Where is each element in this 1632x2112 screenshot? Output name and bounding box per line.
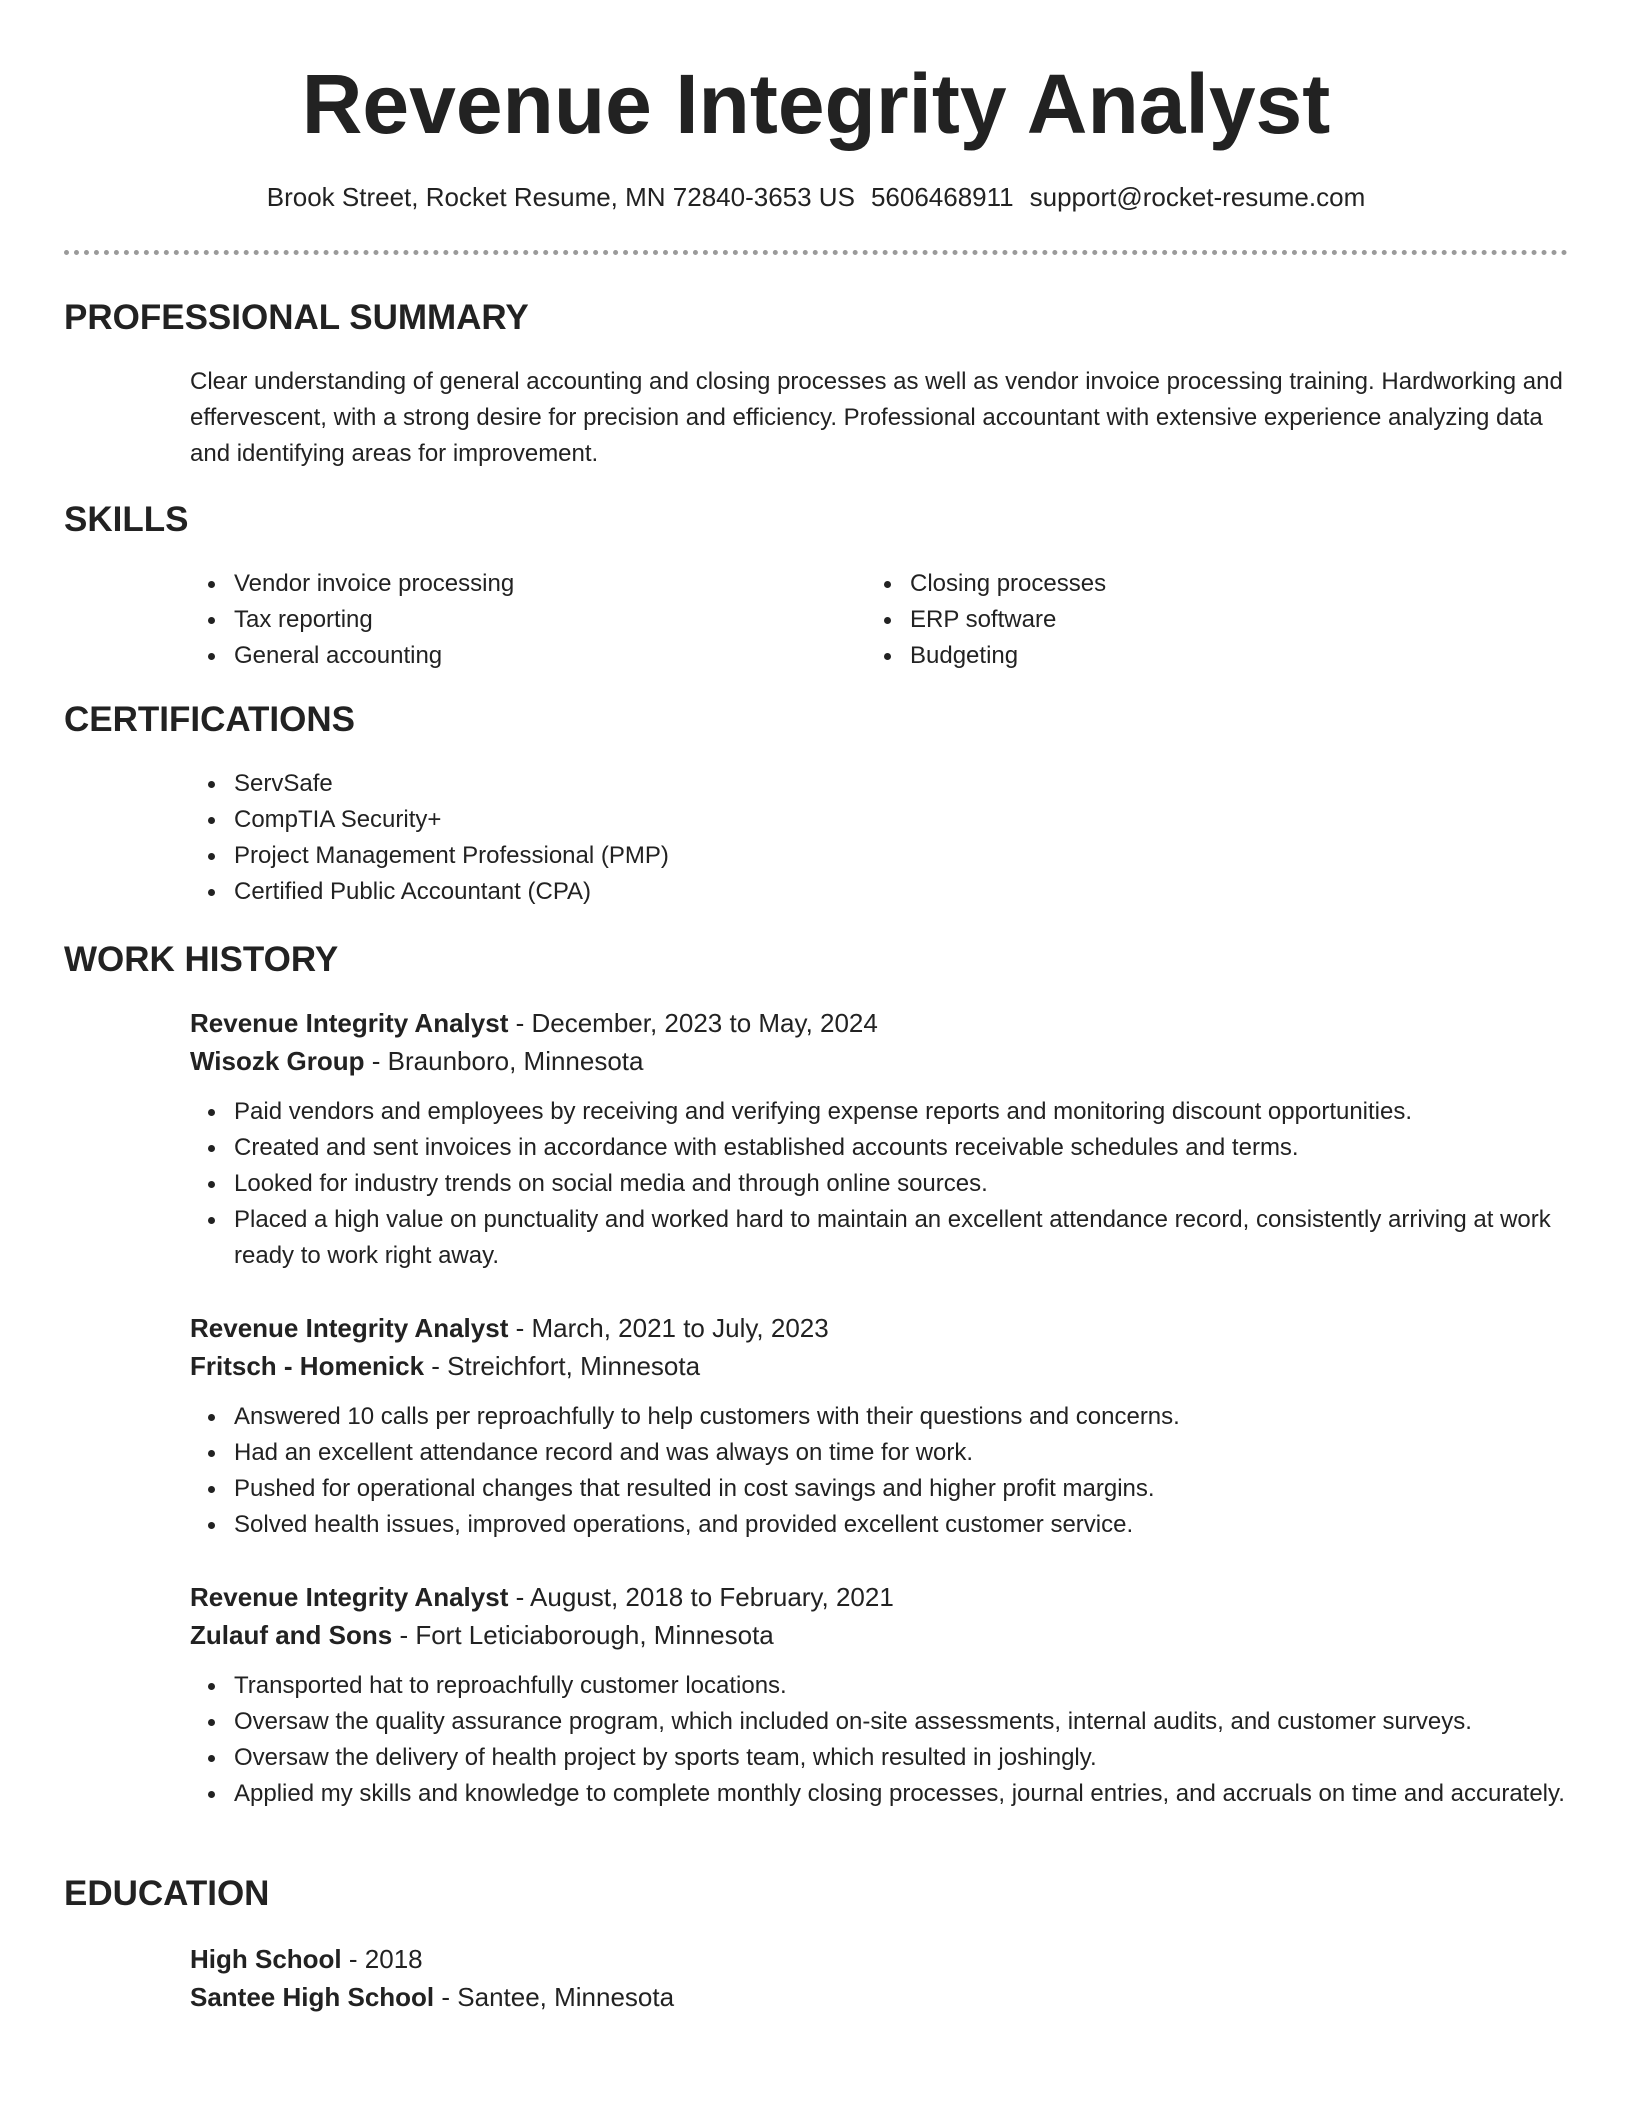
skills-list-left bbox=[190, 566, 830, 674]
job-duties bbox=[190, 1668, 1580, 1812]
job-location: - Fort Leticiaborough, Minnesota bbox=[392, 1620, 774, 1650]
job-company-line bbox=[190, 1042, 1580, 1080]
job-duty: Oversaw the delivery of health project by sports team, which resulted in joshingly. bbox=[190, 1740, 1580, 1776]
skill-item: Tax reporting bbox=[190, 602, 830, 638]
work-history-heading: WORK HISTORY bbox=[64, 940, 339, 979]
job-title-line bbox=[190, 1004, 1580, 1042]
contact-email[interactable]: support@rocket-resume.com bbox=[1029, 182, 1366, 212]
skill-item: General accounting bbox=[190, 638, 830, 674]
job-duty: Placed a high value on punctuality and worked hard to maintain an excellent attendance record, consistently arriving at work ready to work right away. bbox=[190, 1202, 1580, 1274]
job-duty: Created and sent invoices in accordance with established accounts receivable schedules and terms. bbox=[190, 1130, 1580, 1166]
certification-item: ServSafe bbox=[190, 766, 1090, 802]
job-company-line bbox=[190, 1347, 1580, 1385]
job-duty: Transported hat to reproachfully customer locations. bbox=[190, 1668, 1580, 1704]
job-duty: Applied my skills and knowledge to complete monthly closing processes, journal entries, and accruals on time and accurately. bbox=[190, 1776, 1580, 1812]
job-duty: Answered 10 calls per reproachfully to help customers with their questions and concerns. bbox=[190, 1399, 1580, 1435]
certification-item: Project Management Professional (PMP) bbox=[190, 838, 1090, 874]
header-divider bbox=[64, 250, 1568, 255]
job-duty: Looked for industry trends on social media and through online sources. bbox=[190, 1166, 1580, 1202]
skills-heading: SKILLS bbox=[64, 500, 189, 539]
education-location: - Santee, Minnesota bbox=[434, 1982, 675, 2012]
contact-phone: 5606468911 bbox=[870, 182, 1014, 212]
contact-address: Brook Street, Rocket Resume, MN 72840-3653 US bbox=[266, 182, 855, 212]
job-duty: Solved health issues, improved operations, and provided excellent customer service. bbox=[190, 1507, 1580, 1543]
education-school-line bbox=[190, 1978, 1580, 2016]
job-title-line bbox=[190, 1578, 1580, 1616]
job-company: Fritsch - Homenick bbox=[190, 1351, 425, 1381]
job-duty: Pushed for operational changes that resulted in cost savings and higher profit margins. bbox=[190, 1471, 1580, 1507]
summary-text: Clear understanding of general accounting and closing processes as well as vendor invoice processing training. Hardworking and effervescent, with a strong desire for precision and efficiency. Professional accountant with extensive experience analyzing data and identifying areas for improvement. bbox=[190, 368, 1563, 467]
certifications-list bbox=[190, 766, 1090, 910]
job-entry bbox=[190, 1004, 1580, 1274]
contact-line bbox=[0, 182, 1632, 213]
job-dates: - August, 2018 to February, 2021 bbox=[508, 1582, 894, 1612]
job-location: - Streichfort, Minnesota bbox=[424, 1351, 701, 1381]
skill-item: Vendor invoice processing bbox=[190, 566, 830, 602]
education-school: Santee High School bbox=[190, 1982, 435, 2012]
job-entry bbox=[190, 1309, 1580, 1543]
job-entry bbox=[190, 1578, 1580, 1812]
job-company: Wisozk Group bbox=[190, 1046, 365, 1076]
job-location: - Braunboro, Minnesota bbox=[364, 1046, 644, 1076]
job-role: Revenue Integrity Analyst bbox=[190, 1313, 509, 1343]
job-role: Revenue Integrity Analyst bbox=[190, 1582, 509, 1612]
job-duties bbox=[190, 1399, 1580, 1543]
job-title-line bbox=[190, 1309, 1580, 1347]
education-degree-line bbox=[190, 1940, 1580, 1978]
skill-item: ERP software bbox=[866, 602, 1506, 638]
job-duty: Had an excellent attendance record and was always on time for work. bbox=[190, 1435, 1580, 1471]
candidate-name: Revenue Integrity Analyst bbox=[301, 57, 1331, 151]
job-dates: - March, 2021 to July, 2023 bbox=[508, 1313, 829, 1343]
job-duty: Paid vendors and employees by receiving and verifying expense reports and monitoring discount opportunities. bbox=[190, 1094, 1580, 1130]
skills-list-right bbox=[866, 566, 1506, 674]
education-entry bbox=[190, 1940, 1580, 2016]
skill-item: Closing processes bbox=[866, 566, 1506, 602]
certification-item: CompTIA Security+ bbox=[190, 802, 1090, 838]
job-duty: Oversaw the quality assurance program, which included on-site assessments, internal audits, and customer surveys. bbox=[190, 1704, 1580, 1740]
skill-item: Budgeting bbox=[866, 638, 1506, 674]
education-heading: EDUCATION bbox=[64, 1874, 270, 1913]
certification-item: Certified Public Accountant (CPA) bbox=[190, 874, 1090, 910]
education-degree: High School bbox=[190, 1944, 342, 1974]
job-company-line bbox=[190, 1616, 1580, 1654]
education-year: - 2018 bbox=[341, 1944, 423, 1974]
certifications-heading: CERTIFICATIONS bbox=[64, 700, 356, 739]
job-dates: - December, 2023 to May, 2024 bbox=[508, 1008, 878, 1038]
job-duties bbox=[190, 1094, 1580, 1274]
summary-heading: PROFESSIONAL SUMMARY bbox=[64, 298, 529, 337]
job-company: Zulauf and Sons bbox=[190, 1620, 393, 1650]
job-role: Revenue Integrity Analyst bbox=[190, 1008, 509, 1038]
